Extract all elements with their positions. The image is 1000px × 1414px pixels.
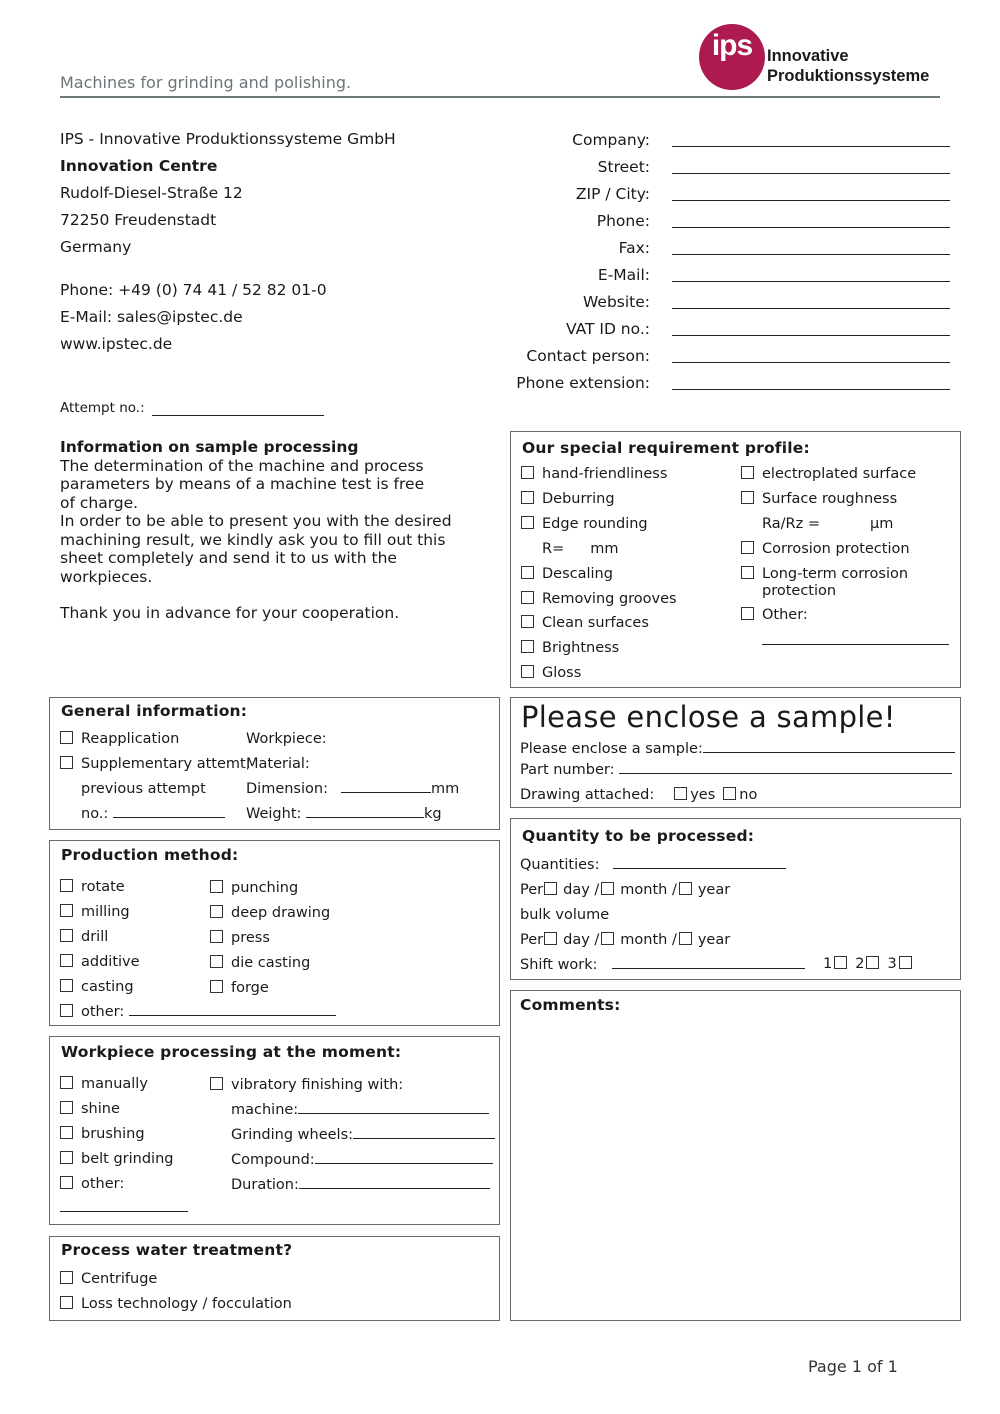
checkbox-vibratory-finishing[interactable]: vibratory finishing with:: [210, 1077, 403, 1093]
checkbox-drill[interactable]: drill: [60, 929, 108, 945]
checkbox-drawing-yes[interactable]: [674, 787, 687, 800]
comments-title: Comments:: [520, 996, 621, 1014]
field-street[interactable]: [500, 154, 950, 181]
checkbox-per-month[interactable]: [601, 882, 614, 895]
other-input-line[interactable]: [60, 1211, 188, 1212]
field-label: Street:: [597, 158, 650, 176]
shift-work-input-line[interactable]: [612, 957, 805, 969]
checkbox-icon[interactable]: [60, 1076, 73, 1089]
info-title: Information on sample processing: [60, 438, 359, 456]
info-thanks: Thank you in advance for your cooperation.: [60, 604, 400, 622]
checkbox-icon[interactable]: [741, 566, 754, 579]
quantity-period-row: Per day / month / year: [520, 882, 731, 898]
field-vat-id[interactable]: [500, 316, 950, 343]
checkbox-icon[interactable]: [521, 640, 534, 653]
checkbox-icon[interactable]: [521, 566, 534, 579]
checkbox-icon[interactable]: [60, 954, 73, 967]
checkbox-icon[interactable]: [60, 1296, 73, 1309]
field-input-line[interactable]: [672, 173, 950, 174]
info-line: The determination of the machine and process: [60, 456, 424, 475]
field-input-line[interactable]: [672, 281, 950, 282]
compound-input-line[interactable]: [315, 1152, 493, 1164]
quantity-box: [510, 818, 961, 980]
info-line: of charge.: [60, 493, 139, 512]
checkbox-centrifuge[interactable]: Centrifuge: [60, 1271, 157, 1287]
field-label: Website:: [582, 293, 650, 311]
weight-input-line[interactable]: [306, 806, 424, 818]
address-city: 72250 Freudenstadt: [60, 211, 217, 229]
checkbox-icon[interactable]: [60, 1004, 73, 1017]
logo-text: [767, 46, 929, 86]
info-line: In order to be able to present you with the desired: [60, 512, 452, 530]
sample-field[interactable]: Please enclose a sample:: [520, 741, 955, 757]
checkbox-rotate[interactable]: rotate: [60, 879, 125, 895]
other-input-line[interactable]: [129, 1004, 336, 1016]
field-email[interactable]: [500, 262, 950, 289]
roughness-field[interactable]: Ra/Rz = µm: [762, 516, 894, 532]
field-label: VAT ID no.:: [565, 320, 650, 338]
weight-field[interactable]: Weight: kg: [246, 806, 442, 822]
dimension-field[interactable]: Dimension: mm: [246, 781, 460, 797]
field-zip-city[interactable]: [500, 181, 950, 208]
previous-attempt-field[interactable]: no.:: [81, 806, 225, 822]
field-input-line[interactable]: [672, 146, 950, 147]
field-input-line[interactable]: [672, 227, 950, 228]
checkbox-clean-surfaces[interactable]: Clean surfaces: [521, 615, 649, 631]
address-company: IPS - Innovative Produktionssysteme GmbH: [60, 130, 396, 148]
info-block: [60, 438, 490, 623]
duration-field[interactable]: Duration:: [231, 1177, 490, 1193]
checkbox-belt-grinding[interactable]: belt grinding: [60, 1151, 173, 1167]
checkbox-reapplication[interactable]: Reapplication: [60, 731, 179, 747]
checkbox-icon[interactable]: [60, 879, 73, 892]
checkbox-die-casting[interactable]: die casting: [210, 955, 310, 971]
checkbox-icon[interactable]: [210, 930, 223, 943]
checkbox-icon[interactable]: [741, 466, 754, 479]
field-input-line[interactable]: [672, 200, 950, 201]
process-water-title: Process water treatment?: [61, 1241, 293, 1259]
checkbox-corrosion-protection[interactable]: Corrosion protection: [741, 541, 910, 557]
checkbox-milling[interactable]: milling: [60, 904, 130, 920]
previous-attempt-input-line[interactable]: [113, 806, 225, 818]
checkbox-icon[interactable]: [210, 955, 223, 968]
checkbox-other[interactable]: Other:: [741, 607, 808, 623]
quantities-field[interactable]: Quantities:: [520, 857, 786, 873]
comments-box[interactable]: [510, 990, 961, 1321]
machine-field[interactable]: machine:: [231, 1102, 489, 1118]
checkbox-icon[interactable]: [60, 1271, 73, 1284]
general-information-box: [49, 697, 500, 830]
checkbox-surface-roughness[interactable]: Surface roughness: [741, 491, 897, 507]
field-phone-extension[interactable]: [500, 370, 950, 397]
field-label: ZIP / City:: [575, 185, 650, 203]
checkbox-bulk-month[interactable]: [601, 932, 614, 945]
field-input-line[interactable]: [672, 254, 950, 255]
drawing-attached-field: Drawing attached: yes no: [520, 787, 758, 803]
address-phone: Phone: +49 (0) 74 41 / 52 82 01-0: [60, 281, 327, 299]
logo-line-2: Produktionssysteme: [767, 67, 930, 85]
checkbox-shine[interactable]: shine: [60, 1101, 120, 1117]
checkbox-icon[interactable]: [60, 1126, 73, 1139]
requirement-profile-box: [510, 431, 961, 688]
checkbox-icon[interactable]: [210, 905, 223, 918]
checkbox-icon[interactable]: [741, 541, 754, 554]
dimension-input-line[interactable]: [341, 781, 431, 793]
checkbox-icon[interactable]: [521, 516, 534, 529]
checkbox-supplementary[interactable]: Supplementary attemt;: [60, 756, 251, 772]
workpiece-label: Workpiece:: [246, 731, 327, 747]
checkbox-loss-technology[interactable]: Loss technology / focculation: [60, 1296, 292, 1312]
logo-mark: ips: [699, 24, 765, 90]
checkbox-icon[interactable]: [60, 756, 73, 769]
checkbox-bulk-year[interactable]: [679, 932, 692, 945]
field-input-line[interactable]: [672, 335, 950, 336]
address-street: Rudolf-Diesel-Straße 12: [60, 184, 243, 202]
grinding-wheels-input-line[interactable]: [353, 1127, 495, 1139]
checkbox-icon[interactable]: [521, 615, 534, 628]
checkbox-per-day[interactable]: [544, 882, 557, 895]
checkbox-electroplated-surface[interactable]: electroplated surface: [741, 466, 916, 482]
part-number-input-line[interactable]: [619, 762, 952, 774]
workpiece-processing-title: Workpiece processing at the moment:: [61, 1043, 402, 1061]
checkbox-brightness[interactable]: Brightness: [521, 640, 619, 656]
requirement-profile-title: Our special requirement profile:: [522, 439, 810, 457]
checkbox-descaling[interactable]: Descaling: [521, 566, 613, 582]
header-rule: [60, 96, 940, 98]
field-label: E-Mail:: [597, 266, 650, 284]
part-number-field[interactable]: Part number:: [520, 762, 952, 778]
material-label: Material:: [246, 756, 310, 772]
checkbox-icon[interactable]: [60, 979, 73, 992]
bulk-volume-label: bulk volume: [520, 907, 610, 923]
shift-options: 1 2 3: [823, 956, 912, 972]
page-number: Page 1 of 1: [808, 1357, 898, 1376]
checkbox-gloss[interactable]: Gloss: [521, 665, 581, 681]
checkbox-icon[interactable]: [210, 880, 223, 893]
checkbox-deep-drawing[interactable]: deep drawing: [210, 905, 330, 921]
general-information-title: General information:: [61, 702, 248, 720]
checkbox-icon[interactable]: [60, 1176, 73, 1189]
field-input-line[interactable]: [672, 308, 950, 309]
field-fax[interactable]: [500, 235, 950, 262]
checkbox-hand-friendliness[interactable]: hand-friendliness: [521, 466, 667, 482]
quantities-input-line[interactable]: [613, 857, 786, 869]
checkbox-shift-3[interactable]: [899, 956, 912, 969]
grinding-wheels-field[interactable]: Grinding wheels:: [231, 1127, 495, 1143]
info-line: parameters by means of a machine test is free: [60, 475, 425, 493]
sample-heading: Please enclose a sample!: [521, 700, 896, 734]
field-label: Phone extension:: [516, 374, 650, 392]
field-contact-person[interactable]: [500, 343, 950, 370]
compound-field[interactable]: Compound:: [231, 1152, 493, 1168]
field-company[interactable]: [500, 127, 950, 154]
checkbox-icon[interactable]: [60, 1151, 73, 1164]
field-label: Contact person:: [526, 347, 650, 365]
checkbox-other[interactable]: other:: [60, 1176, 124, 1192]
checkbox-edge-rounding[interactable]: Edge rounding: [521, 516, 648, 532]
machine-input-line[interactable]: [298, 1102, 489, 1114]
sample-input-line[interactable]: [703, 741, 955, 753]
checkbox-icon[interactable]: [521, 466, 534, 479]
checkbox-per-year[interactable]: [679, 882, 692, 895]
address-web: www.ipstec.de: [60, 335, 173, 353]
address-email: E-Mail: sales@ipstec.de: [60, 308, 243, 326]
checkbox-shift-1[interactable]: [834, 956, 847, 969]
checkbox-additive[interactable]: additive: [60, 954, 140, 970]
field-label: Fax:: [618, 239, 650, 257]
process-water-box: [49, 1236, 500, 1321]
other-input-line[interactable]: [762, 644, 949, 645]
checkbox-icon[interactable]: [210, 1077, 223, 1090]
tagline: Machines for grinding and polishing.: [60, 73, 352, 92]
checkbox-icon[interactable]: [60, 1101, 73, 1114]
checkbox-long-term-corrosion[interactable]: Long-term corrosion protection: [741, 566, 908, 600]
bulk-period-row: Per day / month / year: [520, 932, 731, 948]
workpiece-processing-box: [49, 1036, 500, 1225]
checkbox-icon[interactable]: [60, 904, 73, 917]
checkbox-bulk-day[interactable]: [544, 932, 557, 945]
sample-box: [510, 697, 961, 808]
info-line: machining result, we kindly ask you to fill out this: [60, 530, 446, 549]
checkbox-icon[interactable]: [521, 665, 534, 678]
checkbox-icon[interactable]: [60, 731, 73, 744]
attempt-input-line[interactable]: [152, 415, 324, 416]
checkbox-press[interactable]: press: [210, 930, 270, 946]
attempt-label: Attempt no.:: [60, 400, 145, 416]
field-label: Phone:: [596, 212, 650, 230]
checkbox-brushing[interactable]: brushing: [60, 1126, 145, 1142]
checkbox-shift-2[interactable]: [866, 956, 879, 969]
checkbox-icon[interactable]: [741, 607, 754, 620]
address-block: [60, 126, 396, 261]
checkbox-manually[interactable]: manually: [60, 1076, 148, 1092]
field-label: Company:: [572, 131, 650, 149]
edge-radius-field[interactable]: R= mm: [542, 541, 619, 557]
checkbox-icon[interactable]: [210, 980, 223, 993]
info-line: workpieces.: [60, 567, 153, 586]
info-line: sheet completely and send it to us with the: [60, 549, 397, 567]
quantity-title: Quantity to be processed:: [522, 827, 755, 845]
field-phone[interactable]: [500, 208, 950, 235]
production-method-box: [49, 840, 500, 1026]
logo-line-1: Innovative: [767, 47, 849, 65]
checkbox-deburring[interactable]: Deburring: [521, 491, 615, 507]
checkbox-punching[interactable]: punching: [210, 880, 298, 896]
field-input-line[interactable]: [672, 389, 950, 390]
checkbox-drawing-no[interactable]: [723, 787, 736, 800]
field-website[interactable]: [500, 289, 950, 316]
contact-block: [60, 277, 327, 358]
checkbox-removing-grooves[interactable]: Removing grooves: [521, 591, 677, 607]
checkbox-icon[interactable]: [521, 591, 534, 604]
checkbox-icon[interactable]: [521, 491, 534, 504]
field-input-line[interactable]: [672, 362, 950, 363]
production-method-title: Production method:: [61, 846, 239, 864]
address-centre: Innovation Centre: [60, 157, 218, 175]
shift-work-field[interactable]: Shift work:: [520, 957, 805, 973]
duration-input-line[interactable]: [299, 1177, 490, 1189]
checkbox-other[interactable]: other:: [60, 1004, 336, 1020]
checkbox-icon[interactable]: [60, 929, 73, 942]
checkbox-casting[interactable]: casting: [60, 979, 134, 995]
address-country: Germany: [60, 238, 132, 256]
checkbox-icon[interactable]: [741, 491, 754, 504]
checkbox-forge[interactable]: forge: [210, 980, 269, 996]
previous-attempt-label: previous attempt: [81, 781, 206, 797]
